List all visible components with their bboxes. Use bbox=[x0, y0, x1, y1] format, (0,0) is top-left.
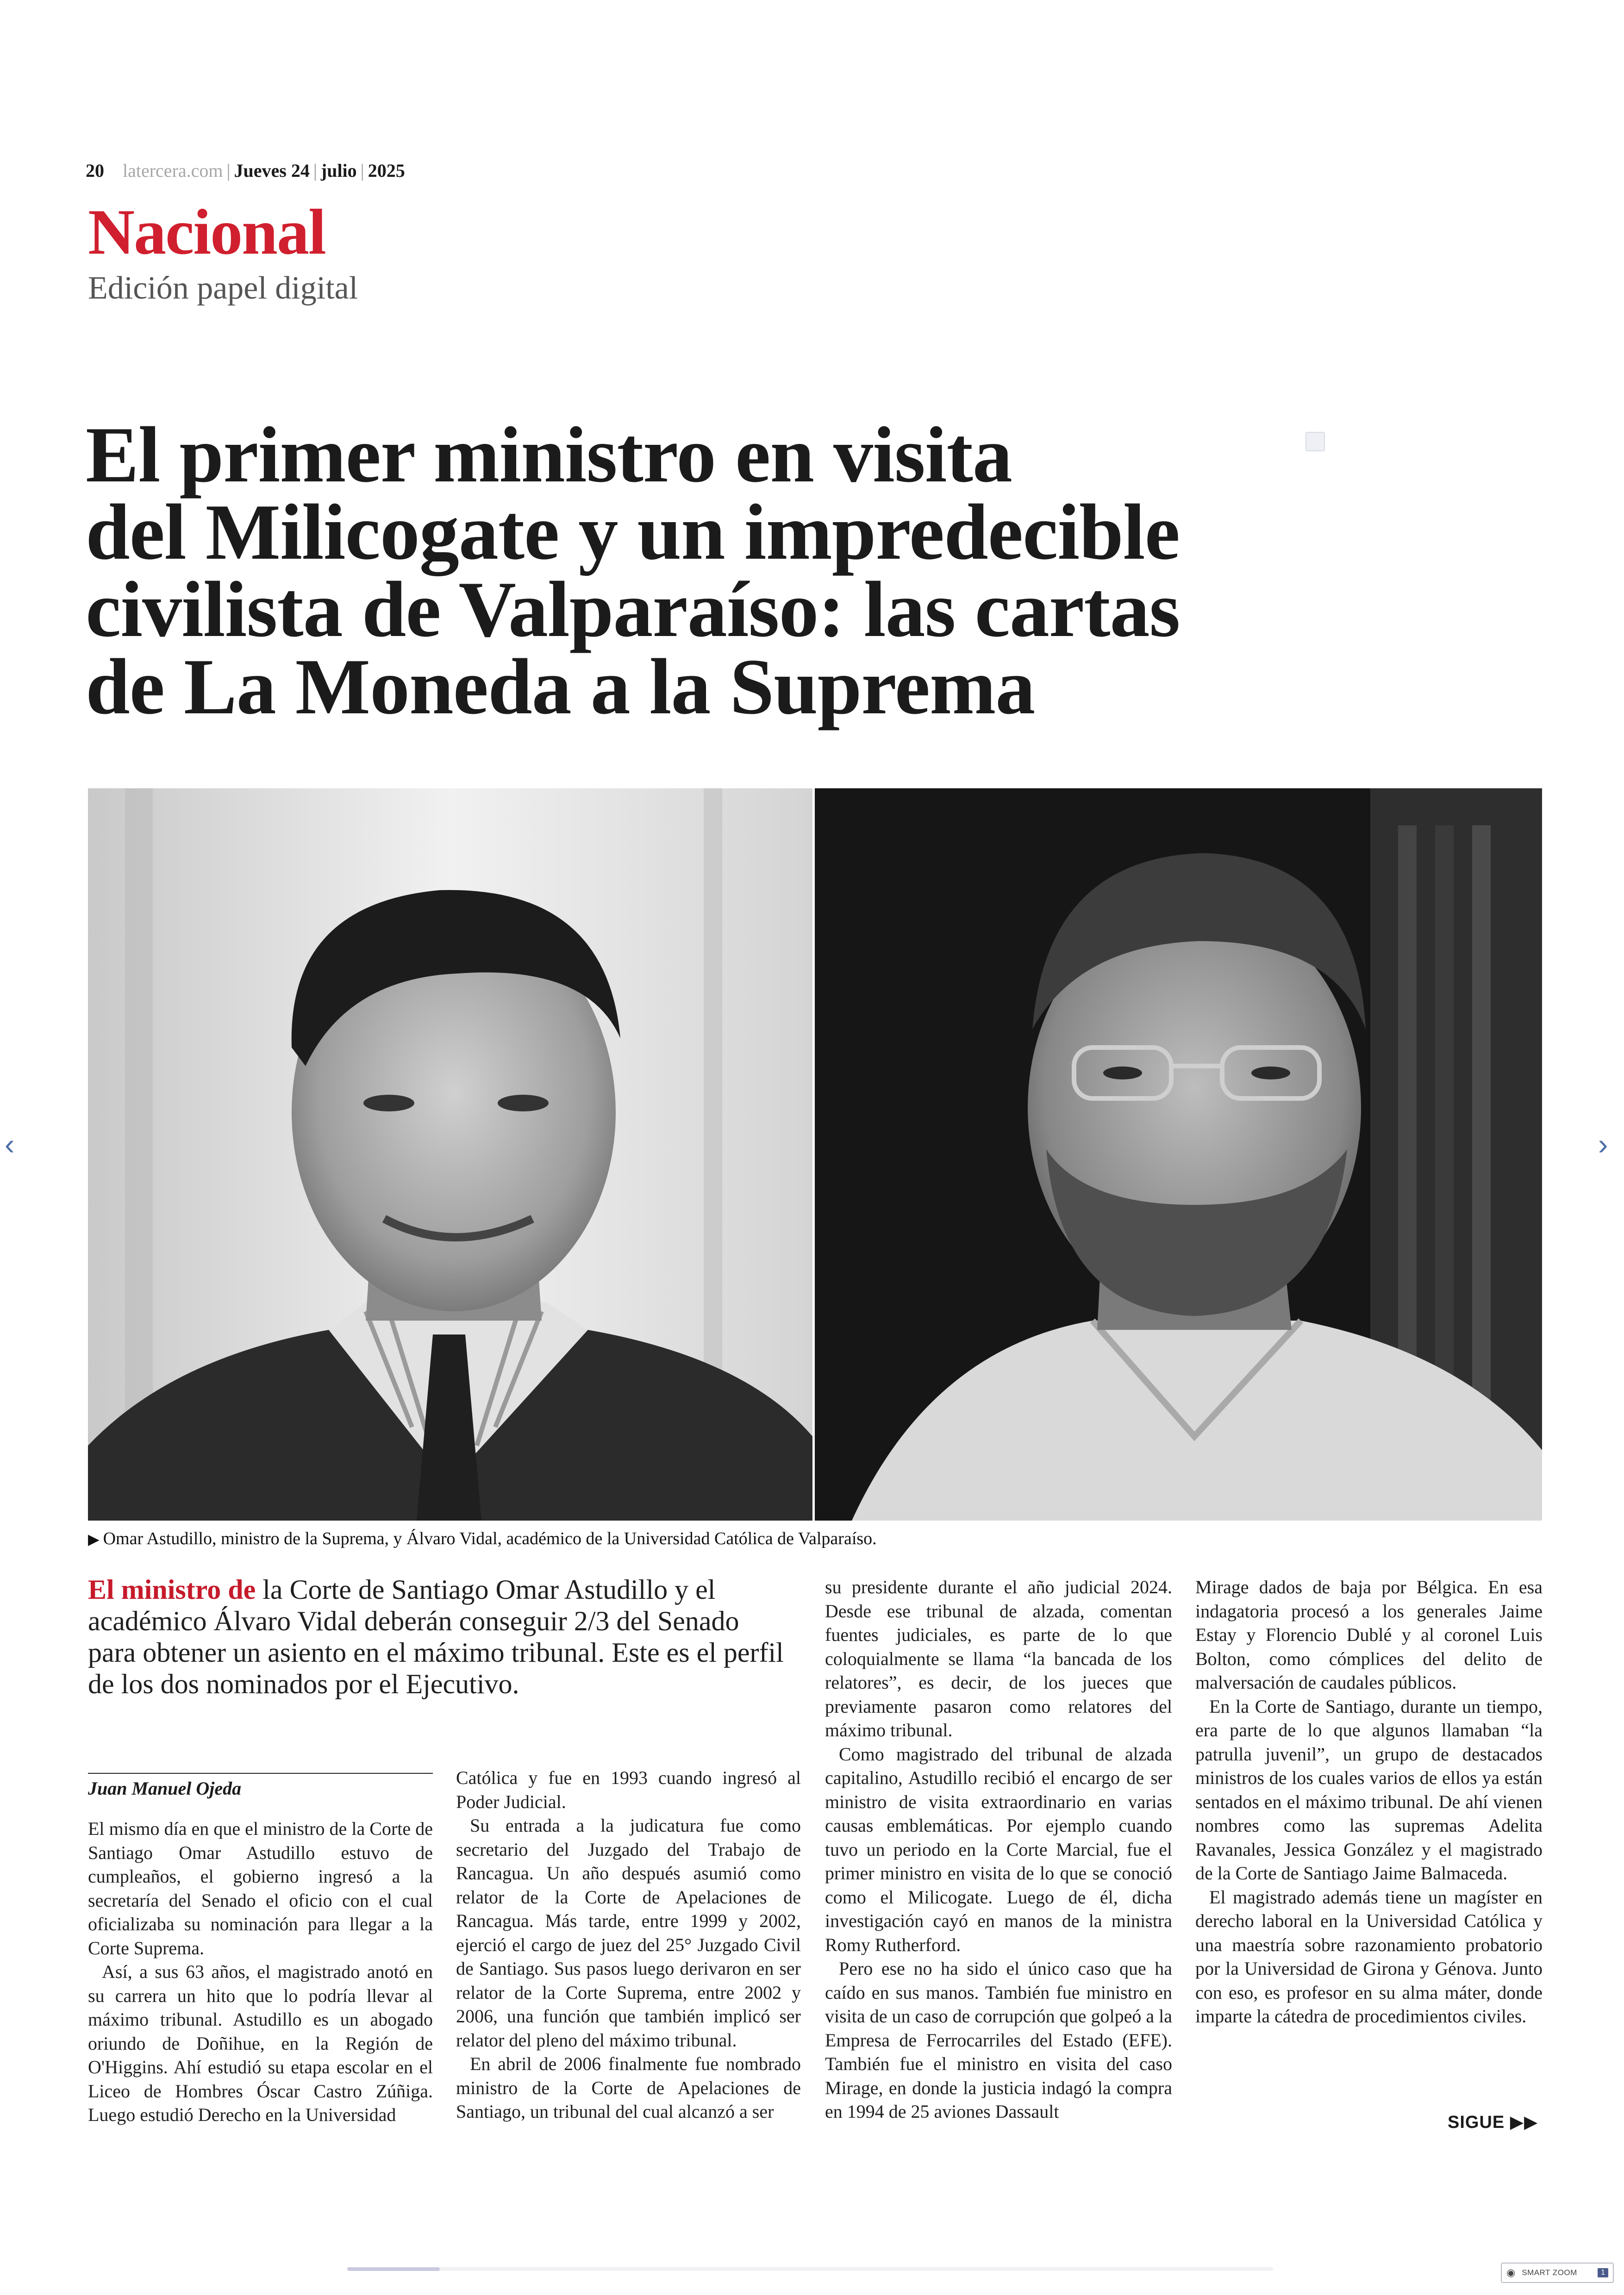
page-number: 20 bbox=[86, 160, 104, 181]
section-title: Nacional bbox=[88, 196, 325, 268]
article-lead bbox=[88, 1574, 787, 1700]
article-column-1 bbox=[88, 1817, 433, 2127]
continue-label: SIGUE ▶▶ bbox=[1448, 2113, 1538, 2132]
paragraph: El mismo día en que el ministro de la Corte de Santiago Omar Astudillo estuvo de cumpleaños, el gobierno ingresó a la secretaría del Senado el oficio con el cual oficializaba su nominación para llegar a la Corte Suprema. bbox=[88, 1818, 433, 1958]
photo-alvaro-vidal bbox=[815, 788, 1542, 1521]
caption-text: Omar Astudillo, ministro de la Suprema, y Álvaro Vidal, académico de la Universidad Católica de Valparaíso. bbox=[103, 1529, 877, 1548]
paragraph: su presidente durante el año judicial 2024. Desde ese tribunal de alzada, comentan fuentes judiciales, es parte de lo que coloquialmente se llama “la bancada de los relatores”, es decir, de los jueces que previamente pasaron como relatores del máximo tribunal. bbox=[825, 1577, 1172, 1740]
paragraph: Como magistrado del tribunal de alzada capitalino, Astudillo recibió el encargo de ser ministro de visita extraordinario en varias causas emblemáticas. Por ejemplo cuando tuvo un periodo en la Corte Marcial, fue el primer ministro en visita de lo que se conoció como el Milicogate. Luego de él, dicha investigación cayó en manos de la ministra Romy Rutherford. bbox=[825, 1743, 1172, 1955]
byline-rule bbox=[88, 1773, 433, 1774]
headline-line: del Milicogate y un impredecible bbox=[86, 488, 1180, 576]
smart-zoom-label: SMART ZOOM bbox=[1522, 2268, 1577, 2277]
lead-kicker: El ministro de bbox=[88, 1574, 256, 1605]
smart-zoom-button[interactable] bbox=[1501, 2263, 1614, 2283]
paragraph: El magistrado además tiene un magíster en derecho laboral en la Universidad Católica y una maestría sobre razonamiento probatorio por la Universidad de Girona y Génova. Junto con eso, es profesor en su alma máter, donde imparte la cátedra de procedimientos civiles. bbox=[1195, 1886, 1543, 2027]
zoom-count-badge: 1 bbox=[1598, 2268, 1608, 2277]
headline-line: de La Moneda a la Suprema bbox=[86, 643, 1035, 731]
paragraph: Pero ese no ha sido el único caso que ha caído en sus manos. También fue ministro en visita de un caso de corrupción que golpeó a la Empresa de Ferrocarriles del Estado (EFE). También fue el ministro en visita del caso Mirage, en donde la justicia indagó la compra en 1994 de 25 aviones Dassault bbox=[825, 1958, 1172, 2122]
note-icon[interactable] bbox=[1305, 432, 1325, 451]
paragraph: Católica y fue en 1993 cuando ingresó al Poder Judicial. bbox=[456, 1767, 801, 1812]
photo-omar-astudillo bbox=[88, 788, 812, 1521]
headline-line: civilista de Valparaíso: las cartas bbox=[86, 566, 1180, 654]
next-page-icon[interactable]: › bbox=[1598, 1128, 1608, 1161]
paragraph: En abril de 2006 finalmente fue nombrado ministro de la Corte de Apelaciones de Santiago, un tribunal del cual alcanzó a ser bbox=[456, 2053, 801, 2122]
photo-caption bbox=[88, 1528, 877, 1549]
issue-day: Jueves 24 bbox=[234, 160, 310, 181]
caption-marker-icon: ▶ bbox=[88, 1531, 100, 1547]
issue-month: julio bbox=[320, 160, 357, 181]
headline-line: El primer ministro en visita bbox=[86, 411, 1012, 499]
previous-page-icon[interactable]: ‹ bbox=[5, 1128, 15, 1161]
lead-text: la Corte de Santiago Omar Astudillo y el académico Álvaro Vidal deberán conseguir 2/3 del Senado para obtener un asiento en el máximo tribunal. Este es el perfil de los dos nominados por el Ejecutivo. bbox=[88, 1574, 784, 1699]
paragraph: Su entrada a la judicatura fue como secretario del Juzgado del Trabajo de Rancagua. Un año después asumió como relator de la Corte de Apelaciones de Rancagua. Más tarde, entre 1999 y 2002, ejerció el cargo de juez del 25° Juzgado Civil de Santiago. Sus pasos luego derivaron en ser relator de la Corte Suprema, entre 2002 y 2006, una función que también implicó ser relator del pleno del máximo tribunal. bbox=[456, 1815, 801, 2051]
paragraph: Mirage dados de baja por Bélgica. En esa indagatoria procesó a los generales Jaime Estay y Florencio Dublé y al coronel Luis Bolton, como cómplices del delito de malversación de caudales públicos. bbox=[1195, 1577, 1543, 1693]
article-headline bbox=[86, 411, 1262, 731]
article-column-4 bbox=[1195, 1575, 1543, 2028]
page-progress-fill bbox=[347, 2267, 440, 2271]
portrait-right-graphic bbox=[815, 788, 1542, 1521]
paragraph: Así, a sus 63 años, el magistrado anotó en su carrera un hito que lo podría llevar al máximo tribunal. Astudillo es un abogado oriundo de Doñihue, en la Región de O'Higgins. Ahí estudió su etapa escolar en el Liceo de Hombres Óscar Castro Zúñiga. Luego estudió Derecho en la Universidad bbox=[88, 1961, 433, 2125]
issue-year: 2025 bbox=[368, 160, 405, 181]
site-name: latercera.com bbox=[123, 160, 223, 181]
page-progress-bar[interactable] bbox=[347, 2267, 1273, 2271]
paragraph: En la Corte de Santiago, durante un tiempo, era parte de lo que algunos llamaban “la patrulla juvenil”, un grupo de destacados ministros de los cuales varios de ellos ya están sentados en el máximo tribunal. De ahí vienen nombres como las supremas Adelita Ravanales, Jessica González y el magistrado de la Corte de Santiago Jaime Balmaceda. bbox=[1195, 1696, 1543, 1883]
page-folio: 20 latercera.com | Jueves 24 | julio | 2025 bbox=[86, 160, 405, 181]
article-column-2 bbox=[456, 1766, 801, 2124]
portrait-left-graphic bbox=[88, 788, 812, 1521]
byline: Juan Manuel Ojeda bbox=[88, 1778, 242, 1799]
eye-icon: ◉ bbox=[1506, 2267, 1516, 2278]
article-column-3 bbox=[825, 1575, 1172, 2124]
edition-label: Edición papel digital bbox=[88, 270, 358, 306]
